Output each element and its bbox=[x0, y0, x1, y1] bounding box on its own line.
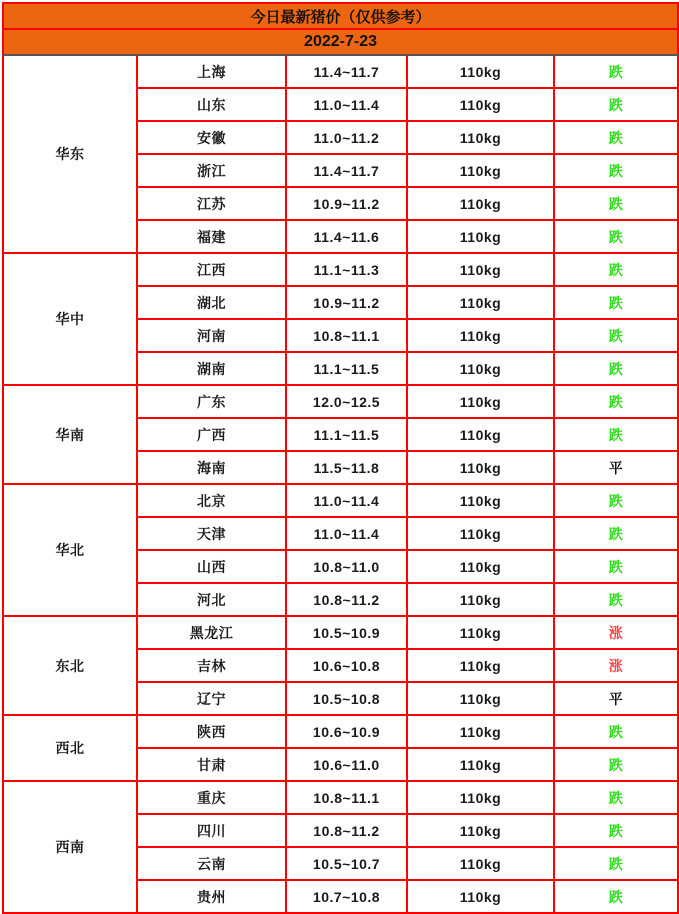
trend-cell: 跌 bbox=[554, 121, 678, 154]
table-row bbox=[3, 55, 678, 88]
page-title: 今日最新猪价（仅供参考） bbox=[3, 3, 678, 29]
table-row bbox=[3, 715, 678, 748]
weight-cell: 110kg bbox=[407, 682, 554, 715]
region-cell: 华南 bbox=[3, 385, 137, 484]
table-row bbox=[3, 781, 678, 814]
province-cell: 浙江 bbox=[137, 154, 286, 187]
trend-cell: 跌 bbox=[554, 253, 678, 286]
price-cell: 10.6~11.0 bbox=[286, 748, 407, 781]
price-cell: 11.0~11.4 bbox=[286, 88, 407, 121]
weight-cell: 110kg bbox=[407, 583, 554, 616]
province-cell: 重庆 bbox=[137, 781, 286, 814]
table-row bbox=[3, 484, 678, 517]
weight-cell: 110kg bbox=[407, 418, 554, 451]
price-cell: 11.4~11.6 bbox=[286, 220, 407, 253]
weight-cell: 110kg bbox=[407, 220, 554, 253]
region-cell: 西北 bbox=[3, 715, 137, 781]
price-cell: 11.1~11.5 bbox=[286, 418, 407, 451]
trend-cell: 跌 bbox=[554, 286, 678, 319]
weight-cell: 110kg bbox=[407, 253, 554, 286]
price-cell: 11.4~11.7 bbox=[286, 55, 407, 88]
province-cell: 广西 bbox=[137, 418, 286, 451]
table-row bbox=[3, 385, 678, 418]
price-cell: 10.6~10.8 bbox=[286, 649, 407, 682]
weight-cell: 110kg bbox=[407, 517, 554, 550]
weight-cell: 110kg bbox=[407, 154, 554, 187]
weight-cell: 110kg bbox=[407, 484, 554, 517]
price-cell: 10.9~11.2 bbox=[286, 286, 407, 319]
title-row bbox=[3, 3, 678, 29]
table-header bbox=[3, 3, 678, 55]
province-cell: 广东 bbox=[137, 385, 286, 418]
weight-cell: 110kg bbox=[407, 847, 554, 880]
weight-cell: 110kg bbox=[407, 88, 554, 121]
table-body bbox=[3, 55, 678, 913]
table-row bbox=[3, 253, 678, 286]
province-cell: 甘肃 bbox=[137, 748, 286, 781]
province-cell: 山西 bbox=[137, 550, 286, 583]
province-cell: 安徽 bbox=[137, 121, 286, 154]
date-row bbox=[3, 29, 678, 55]
price-cell: 11.1~11.5 bbox=[286, 352, 407, 385]
province-cell: 天津 bbox=[137, 517, 286, 550]
trend-cell: 跌 bbox=[554, 319, 678, 352]
weight-cell: 110kg bbox=[407, 385, 554, 418]
weight-cell: 110kg bbox=[407, 550, 554, 583]
weight-cell: 110kg bbox=[407, 55, 554, 88]
price-cell: 10.6~10.9 bbox=[286, 715, 407, 748]
weight-cell: 110kg bbox=[407, 715, 554, 748]
province-cell: 海南 bbox=[137, 451, 286, 484]
weight-cell: 110kg bbox=[407, 748, 554, 781]
weight-cell: 110kg bbox=[407, 121, 554, 154]
province-cell: 山东 bbox=[137, 88, 286, 121]
province-cell: 黑龙江 bbox=[137, 616, 286, 649]
province-cell: 湖南 bbox=[137, 352, 286, 385]
trend-cell: 平 bbox=[554, 451, 678, 484]
province-cell: 吉林 bbox=[137, 649, 286, 682]
province-cell: 贵州 bbox=[137, 880, 286, 913]
trend-cell: 跌 bbox=[554, 385, 678, 418]
province-cell: 福建 bbox=[137, 220, 286, 253]
province-cell: 河北 bbox=[137, 583, 286, 616]
price-cell: 10.5~10.8 bbox=[286, 682, 407, 715]
trend-cell: 跌 bbox=[554, 715, 678, 748]
trend-cell: 跌 bbox=[554, 847, 678, 880]
province-cell: 河南 bbox=[137, 319, 286, 352]
weight-cell: 110kg bbox=[407, 451, 554, 484]
region-cell: 东北 bbox=[3, 616, 137, 715]
trend-cell: 跌 bbox=[554, 484, 678, 517]
province-cell: 上海 bbox=[137, 55, 286, 88]
date-header: 2022-7-23 bbox=[3, 29, 678, 55]
trend-cell: 跌 bbox=[554, 55, 678, 88]
price-cell: 11.5~11.8 bbox=[286, 451, 407, 484]
province-cell: 四川 bbox=[137, 814, 286, 847]
trend-cell: 跌 bbox=[554, 418, 678, 451]
price-cell: 11.0~11.4 bbox=[286, 484, 407, 517]
trend-cell: 跌 bbox=[554, 748, 678, 781]
weight-cell: 110kg bbox=[407, 187, 554, 220]
region-cell: 华东 bbox=[3, 55, 137, 253]
price-cell: 10.8~11.2 bbox=[286, 583, 407, 616]
province-cell: 辽宁 bbox=[137, 682, 286, 715]
province-cell: 云南 bbox=[137, 847, 286, 880]
weight-cell: 110kg bbox=[407, 880, 554, 913]
trend-cell: 跌 bbox=[554, 781, 678, 814]
province-cell: 江西 bbox=[137, 253, 286, 286]
province-cell: 北京 bbox=[137, 484, 286, 517]
weight-cell: 110kg bbox=[407, 781, 554, 814]
weight-cell: 110kg bbox=[407, 649, 554, 682]
trend-cell: 跌 bbox=[554, 880, 678, 913]
weight-cell: 110kg bbox=[407, 814, 554, 847]
trend-cell: 涨 bbox=[554, 616, 678, 649]
price-cell: 12.0~12.5 bbox=[286, 385, 407, 418]
price-cell: 11.0~11.4 bbox=[286, 517, 407, 550]
trend-cell: 跌 bbox=[554, 220, 678, 253]
trend-cell: 跌 bbox=[554, 814, 678, 847]
weight-cell: 110kg bbox=[407, 352, 554, 385]
weight-cell: 110kg bbox=[407, 616, 554, 649]
trend-cell: 跌 bbox=[554, 187, 678, 220]
trend-cell: 跌 bbox=[554, 550, 678, 583]
price-cell: 11.1~11.3 bbox=[286, 253, 407, 286]
price-cell: 11.0~11.2 bbox=[286, 121, 407, 154]
weight-cell: 110kg bbox=[407, 319, 554, 352]
price-cell: 10.9~11.2 bbox=[286, 187, 407, 220]
price-cell: 10.8~11.1 bbox=[286, 319, 407, 352]
price-cell: 10.5~10.7 bbox=[286, 847, 407, 880]
trend-cell: 平 bbox=[554, 682, 678, 715]
price-cell: 10.8~11.2 bbox=[286, 814, 407, 847]
province-cell: 陕西 bbox=[137, 715, 286, 748]
trend-cell: 跌 bbox=[554, 583, 678, 616]
price-cell: 10.8~11.1 bbox=[286, 781, 407, 814]
region-cell: 华中 bbox=[3, 253, 137, 385]
price-cell: 10.7~10.8 bbox=[286, 880, 407, 913]
trend-cell: 涨 bbox=[554, 649, 678, 682]
trend-cell: 跌 bbox=[554, 352, 678, 385]
price-cell: 11.4~11.7 bbox=[286, 154, 407, 187]
province-cell: 江苏 bbox=[137, 187, 286, 220]
region-cell: 华北 bbox=[3, 484, 137, 616]
pig-price-table bbox=[2, 2, 679, 914]
price-cell: 10.5~10.9 bbox=[286, 616, 407, 649]
trend-cell: 跌 bbox=[554, 154, 678, 187]
trend-cell: 跌 bbox=[554, 88, 678, 121]
trend-cell: 跌 bbox=[554, 517, 678, 550]
weight-cell: 110kg bbox=[407, 286, 554, 319]
region-cell: 西南 bbox=[3, 781, 137, 913]
table-row bbox=[3, 616, 678, 649]
province-cell: 湖北 bbox=[137, 286, 286, 319]
price-cell: 10.8~11.0 bbox=[286, 550, 407, 583]
